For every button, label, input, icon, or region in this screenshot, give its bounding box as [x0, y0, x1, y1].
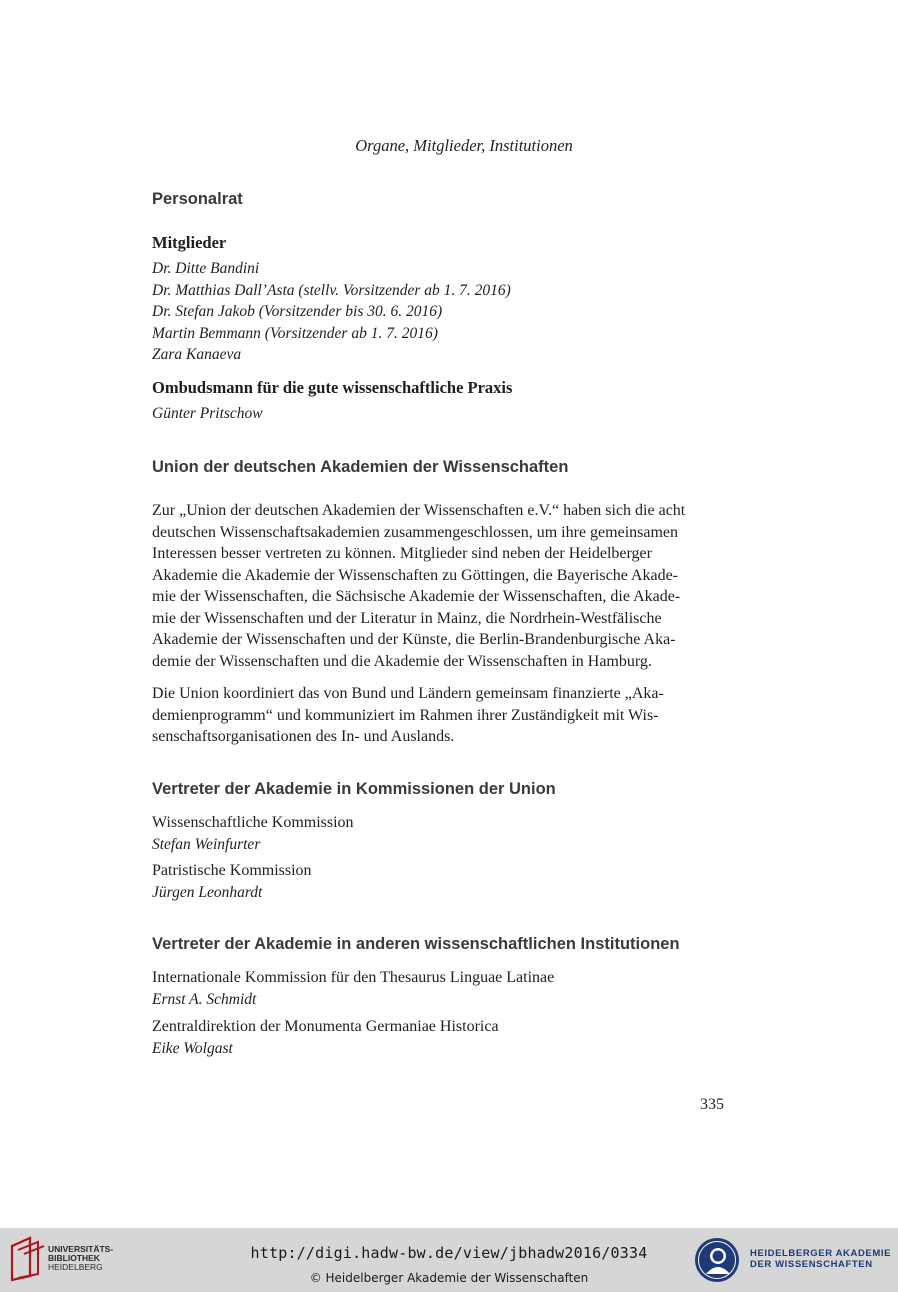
academy-name — [750, 1248, 891, 1270]
text-line: demie der Wissenschaften und die Akademie der Wissenschaften in Hamburg. — [152, 652, 652, 670]
representative-name: Ernst A. Schmidt — [152, 990, 257, 1008]
text-line: Akademie die Akademie der Wissenschaften zu Göttingen, die Bayerische Akade- — [152, 566, 678, 584]
institution-entry — [152, 1016, 499, 1059]
logo-text-line: HEIDELBERGER AKADEMIE — [750, 1248, 892, 1259]
representative-name: Eike Wolgast — [152, 1039, 233, 1057]
page-number: 335 — [700, 1096, 724, 1113]
subheading-mitglieder: Mitglieder — [152, 233, 227, 252]
representative-name: Stefan Weinfurter — [152, 835, 261, 853]
text-line: deutschen Wissenschaftsakademien zusammengeschlossen, um ihre gemeinsamen — [152, 523, 679, 541]
section-heading-personalrat: Personalrat — [152, 190, 243, 208]
representative-name: Jürgen Leonhardt — [152, 883, 263, 901]
list-item: Dr. Stefan Jakob (Vorsitzender bis 30. 6. 2016) — [152, 303, 443, 320]
text-line: mie der Wissenschaften, die Sächsische Akademie der Wissenschaften, die Akade- — [152, 588, 681, 605]
logo-text-line: BIBLIOTHEK — [48, 1253, 100, 1263]
ombudsmann-name: Günter Pritschow — [152, 405, 263, 422]
logo-text-line: DER WISSENSCHAFTEN — [750, 1259, 873, 1270]
copyright-notice: © Heidelberger Akademie der Wissenschaften — [309, 1271, 589, 1285]
section-heading-kommissionen: Vertreter der Akademie in Kommissionen der Union — [152, 780, 556, 798]
union-paragraph-2 — [152, 683, 728, 748]
text-line: Die Union koordiniert das von Bund und Ländern gemeinsam finanzierte „Aka- — [152, 685, 664, 702]
logo-text-line: HEIDELBERG — [48, 1262, 103, 1272]
text-line: Interessen besser vertreten zu können. Mitglieder sind neben der Heidelberger — [152, 545, 652, 562]
text-line: senschaftsorganisationen des In- und Auslands. — [152, 728, 455, 745]
section-heading-institutionen: Vertreter der Akademie in anderen wissenschaftlichen Institutionen — [152, 935, 680, 953]
list-item: Zara Kanaeva — [152, 346, 242, 363]
subheading-ombudsmann: Ombudsmann für die gute wissenschaftliche Praxis — [152, 378, 513, 397]
institution-name: Zentraldirektion der Monumenta Germaniae Historica — [152, 1018, 499, 1035]
section-heading-union: Union der deutschen Akademien der Wissenschaften — [152, 458, 569, 476]
list-item: Martin Bemmann (Vorsitzender ab 1. 7. 2016) — [152, 324, 438, 342]
text-line: mie der Wissenschaften und der Literatur in Mainz, die Nordrhein-Westfälische — [152, 609, 662, 627]
list-item: Dr. Ditte Bandini — [152, 260, 260, 277]
text-line: Akademie der Wissenschaften und der Künste, die Berlin-Brandenburgische Aka- — [152, 631, 676, 648]
text-line: demienprogramm“ und kommuniziert im Rahmen ihrer Zuständigkeit mit Wis- — [152, 706, 659, 724]
institution-entry — [152, 967, 554, 1010]
text-line: Zur „Union der deutschen Akademien der Wissenschaften e.V.“ haben sich die acht — [152, 502, 686, 519]
personalrat-members-list — [152, 258, 511, 366]
institution-name: Internationale Kommission für den Thesaurus Linguae Latinae — [152, 969, 555, 986]
union-paragraph-1 — [152, 500, 728, 672]
logo-text-line: UNIVERSITÄTS- — [48, 1244, 114, 1254]
permalink-url[interactable]: http://digi.hadw-bw.de/view/jbhadw2016/0334 — [250, 1244, 648, 1262]
running-head: Organe, Mitglieder, Institutionen — [355, 136, 573, 155]
kommission-name: Wissenschaftliche Kommission — [152, 814, 354, 831]
list-item: Dr. Matthias Dall’Asta (stellv. Vorsitzender ab 1. 7. 2016) — [152, 281, 511, 299]
kommission-entry — [152, 812, 354, 855]
kommission-entry — [152, 860, 312, 903]
kommission-name: Patristische Kommission — [152, 862, 312, 879]
academy-seal-icon[interactable] — [693, 1236, 741, 1289]
